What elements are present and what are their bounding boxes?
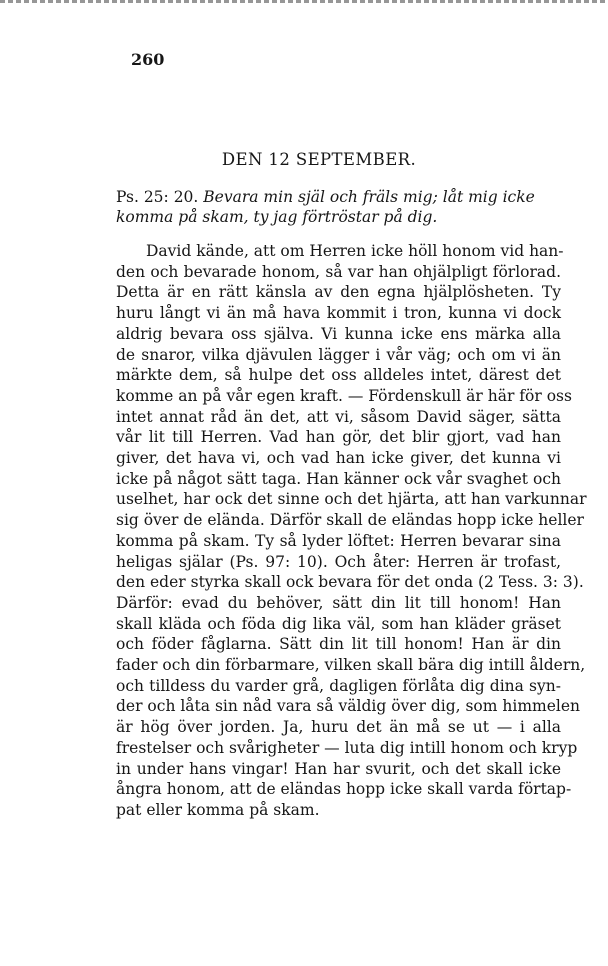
text-line: huru långt vi än må hava kommit i tron, kunna vi dock: [116, 304, 561, 323]
text-line: giver, det hava vi, och vad han icke giver, det kunna vi: [116, 449, 561, 468]
text-line: in under hans vingar! Han har svurit, och det skall icke: [116, 759, 561, 778]
text-line: märkte dem, så hulpe det oss alldeles intet, därest det: [116, 366, 561, 385]
text-line: heligas själar (Ps. 97: 10). Och åter: Herren är trofast,: [116, 552, 561, 571]
text-line: frestelser och svårigheter — luta dig intill honom och kryp: [116, 738, 578, 757]
text-line: den och bevarade honom, så var han ohjälpligt förlorad.: [116, 262, 561, 281]
text-line: icke på något sätt taga. Han känner ock vår svaghet och: [116, 469, 561, 488]
text-line: fader och din förbarmare, vilken skall bära dig intill åldern,: [116, 656, 586, 675]
scripture-verse: [116, 187, 561, 227]
text-line: aldrig bevara oss själva. Vi kunna icke ens märka alla: [116, 324, 561, 343]
date-heading: DEN 12 SEPTEMBER.: [221, 150, 417, 169]
text-line: och föder fåglarna. Sätt din lit till honom! Han är din: [116, 635, 561, 654]
text-line: Detta är en rätt känsla av den egna hjälplösheten. Ty: [116, 283, 561, 302]
devotional-text: [116, 241, 587, 821]
verse-reference: Ps. 25: 20.: [116, 188, 199, 206]
text-line: de snaror, vilka djävulen lägger i vår väg; och om vi än: [116, 345, 561, 364]
text-line: skall kläda och föda dig lika väl, som han kläder gräset: [116, 614, 561, 633]
text-line: David kände, att om Herren icke höll honom vid han-: [146, 242, 564, 260]
text-line: är hög över jorden. Ja, huru det än må se ut — i alla: [116, 718, 561, 737]
text-line: Därför: evad du behöver, sätt din lit till honom! Han: [116, 593, 561, 612]
text-line: ångra honom, att de eländas hopp icke skall varda förtap-: [116, 780, 572, 799]
text-line: vår lit till Herren. Vad han gör, det blir gjort, vad han: [116, 428, 561, 447]
text-line: der och låta sin nåd vara så väldig över dig, som himmelen: [116, 697, 581, 716]
text-line: den eder styrka skall ock bevara för det onda (2 Tess. 3: 3).: [116, 573, 584, 592]
text-line: komme an på vår egen kraft. — Fördenskull är här för oss: [116, 386, 572, 405]
top-border-rule: [0, 0, 608, 3]
text-line: och tilldess du varder grå, dagligen förlåta dig dina syn-: [116, 676, 561, 695]
text-line: komma på skam. Ty så lyder löftet: Herren bevarar sina: [116, 531, 561, 550]
text-line: pat eller komma på skam.: [116, 800, 320, 819]
page-number: 260: [131, 50, 165, 69]
text-line: uselhet, har ock det sinne och det hjärta, att han varkunnar: [116, 490, 587, 509]
text-line: intet annat råd än det, att vi, såsom David säger, sätta: [116, 407, 561, 426]
verse-text: Bevara min själ och fräls mig; låt mig icke komma på skam, ty jag förtröstar på dig.: [116, 188, 535, 226]
text-line: sig över de elända. Därför skall de eländas hopp icke heller: [116, 511, 584, 530]
